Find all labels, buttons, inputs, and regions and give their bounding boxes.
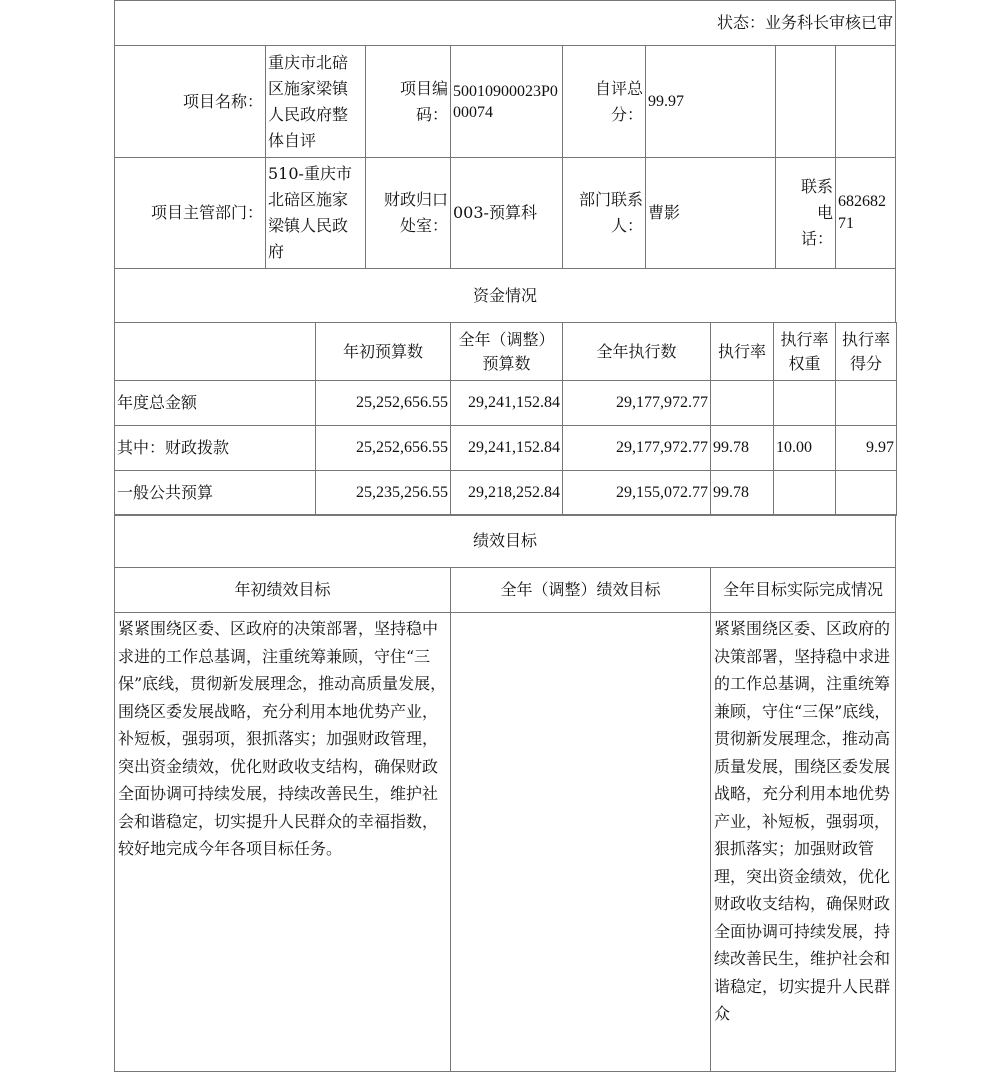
funds-cell-initial-budget: 25,252,656.55	[315, 425, 451, 471]
funds-header-exec-rate: 执行率	[710, 322, 774, 381]
funds-cell-executed: 29,155,072.77	[562, 470, 711, 516]
funds-cell-exec-rate	[710, 380, 774, 426]
funds-header-adjusted-budget: 全年（调整）预算数	[450, 322, 563, 381]
perf-header-actual: 全年目标实际完成情况	[710, 567, 896, 613]
perf-title: 绩效目标	[114, 514, 896, 568]
perf-actual-text: 紧紧围绕区委、区政府的决策部署，坚持稳中求进的工作总基调，注重统筹兼顾，守住“三保”底线，贯彻新发展理念，推动高质量发展，围绕区委发展战略，充分利用本地优势产业，补短板，强弱项，狠抓落实；加强财政管理，突出资金绩效，优化财政收支结构，确保财政全面协调可持续发展，持续改善民生，维护社会和谐稳定，切实提升人民群众	[710, 612, 896, 1072]
funds-header-rate-score: 执行率得分	[835, 322, 897, 381]
funds-cell-rate-weight	[773, 470, 836, 516]
funds-cell-executed: 29,177,972.77	[562, 380, 711, 426]
funds-cell-adjusted-budget: 29,241,152.84	[450, 380, 563, 426]
phone: 68268271	[835, 157, 896, 269]
contact-label: 部门联系人：	[562, 157, 646, 269]
funds-cell-exec-rate: 99.78	[710, 470, 774, 516]
score: 99.97	[645, 45, 776, 158]
funds-cell-rate-score	[835, 470, 897, 516]
funds-cell-row-label: 年度总金额	[114, 380, 316, 426]
perf-header-initial: 年初绩效目标	[114, 567, 451, 613]
dept-label: 项目主管部门：	[114, 157, 266, 269]
funds-header-executed: 全年执行数	[562, 322, 711, 381]
funds-cell-rate-weight	[773, 380, 836, 426]
office: 003-预算科	[450, 157, 563, 269]
project-name-label: 项目名称：	[114, 45, 266, 158]
project-code-label: 项目编码：	[365, 45, 451, 158]
funds-cell-rate-score	[835, 380, 897, 426]
project-code: 50010900023P000074	[450, 45, 563, 158]
funds-cell-exec-rate: 99.78	[710, 425, 774, 471]
funds-cell-row-label: 其中：财政拨款	[114, 425, 316, 471]
funds-header-row-label	[114, 322, 316, 381]
funds-title: 资金情况	[114, 268, 896, 323]
funds-cell-row-label: 一般公共预算	[114, 470, 316, 516]
dept: 510-重庆市北碚区施家梁镇人民政府	[265, 157, 366, 269]
funds-cell-rate-score: 9.97	[835, 425, 897, 471]
empty-cell	[835, 45, 896, 158]
funds-header-initial-budget: 年初预算数	[315, 322, 451, 381]
status-cell	[114, 0, 896, 46]
perf-header-adjusted: 全年（调整）绩效目标	[450, 567, 711, 613]
perf-adjusted-text	[450, 612, 711, 1072]
project-name: 重庆市北碚区施家梁镇人民政府整体自评	[265, 45, 366, 158]
status-text: 状态：业务科长审核已审	[716, 13, 893, 32]
funds-cell-initial-budget: 25,252,656.55	[315, 380, 451, 426]
funds-header-rate-weight: 执行率权重	[773, 322, 836, 381]
funds-cell-initial-budget: 25,235,256.55	[315, 470, 451, 516]
office-label: 财政归口处室：	[365, 157, 451, 269]
perf-initial-text: 紧紧围绕区委、区政府的决策部署，坚持稳中求进的工作总基调，注重统筹兼顾，守住“三保”底线，贯彻新发展理念，推动高质量发展，围绕区委发展战略，充分利用本地优势产业，补短板，强弱项，狠抓落实；加强财政管理，突出资金绩效，优化财政收支结构，确保财政全面协调可持续发展，持续改善民生，维护社会和谐稳定，切实提升人民群众的幸福指数，较好地完成今年各项目标任务。	[114, 612, 451, 1072]
funds-cell-rate-weight: 10.00	[773, 425, 836, 471]
score-label: 自评总分：	[562, 45, 646, 158]
contact: 曹影	[645, 157, 776, 269]
funds-cell-adjusted-budget: 29,218,252.84	[450, 470, 563, 516]
funds-cell-executed: 29,177,972.77	[562, 425, 711, 471]
phone-label: 联系电话：	[775, 157, 836, 269]
empty-cell	[775, 45, 836, 158]
funds-cell-adjusted-budget: 29,241,152.84	[450, 425, 563, 471]
